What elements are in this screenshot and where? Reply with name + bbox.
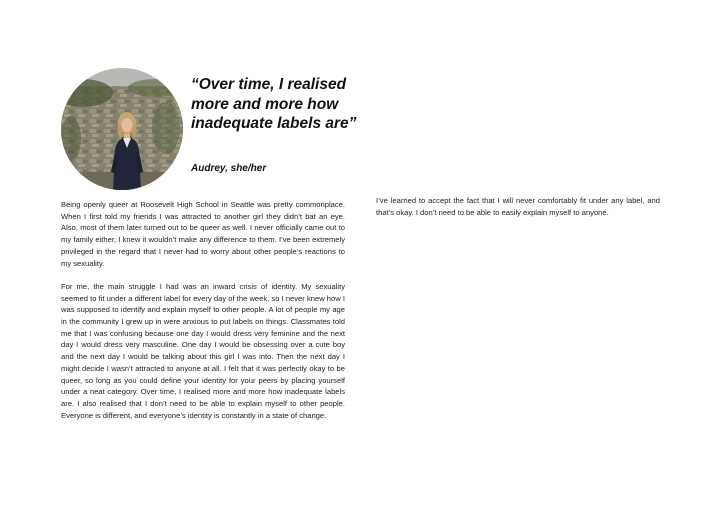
paragraph: For me, the main struggle I had was an inward crisis of identity. My sexuality seemed to fit under a different label for every day of the week, so I never knew how I was supposed to identify and explain myself to other people. A lot of people my age in the community I grew up in were anxious to put labels on things. Classmates told me that I was confusing because one day I would dress very feminine and the next day I would dress very masculine. One day I would be obsessing over a cute boy and the next day I would be talking about this girl I was into. Then the next day I might decide I wasn’t attracted to anyone at all. I felt that it was perfectly okay to be queer, so long as you could define your identity for your peers by placing yourself under a neat category. Over time, I realised more and more how inadequate labels are. I also realised that I don’t need to be able to explain myself to other people. Everyone is different, and everyone’s identity is constantly in a state of change. bbox=[61, 281, 345, 420]
portrait-photo bbox=[61, 68, 183, 190]
right-text-column bbox=[376, 195, 660, 230]
quote-attribution: Audrey, she/her bbox=[191, 163, 267, 174]
left-text-column bbox=[61, 199, 345, 433]
portrait-illustration bbox=[61, 68, 183, 190]
paragraph: Being openly queer at Roosevelt High School in Seattle was pretty commonplace. When I first told my friends I was attracted to another girl they didn’t bat an eye. Also, most of them later turned out to be queer as well. I never officially came out to my family either, I knew it wouldn’t make any difference to them. I’ve been extremely privileged in the regard that I never had to worry about other people’s reactions to my sexuality. bbox=[61, 200, 345, 268]
pull-quote: “Over time, I realised more and more how inadequate labels are” bbox=[191, 76, 357, 132]
paragraph: I’ve learned to accept the fact that I will never comfortably fit under any label, and that’s okay. I don’t need to be able to easily explain myself to anyone. bbox=[376, 196, 660, 217]
